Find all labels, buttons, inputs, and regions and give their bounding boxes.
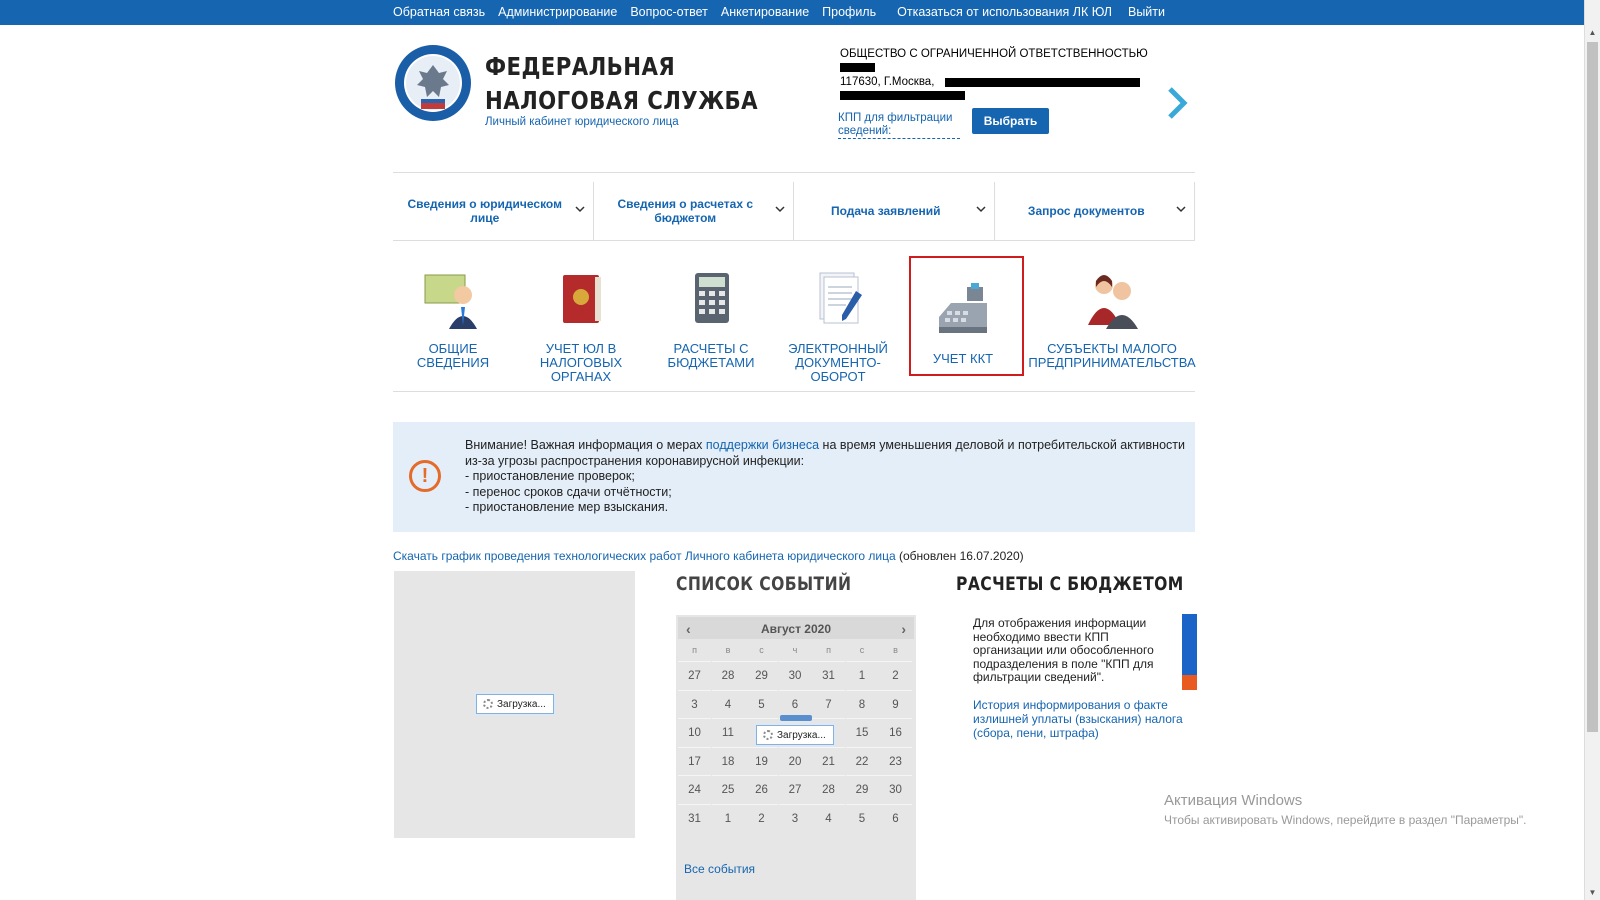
top-link-survey[interactable]: Анкетирование (720, 5, 810, 19)
top-nav (393, 5, 876, 19)
scrollbar[interactable] (1584, 0, 1600, 900)
calendar-day[interactable]: 21 (812, 747, 845, 776)
menu-item-applications[interactable] (794, 182, 995, 240)
chevron-down-icon (775, 204, 785, 214)
org-address: 117630, Г.Москва, (840, 76, 935, 88)
icon-nav-label: УЧЕТ ЮЛ В НАЛОГОВЫХ ОРГАНАХ (539, 341, 623, 384)
chevron-left-icon[interactable]: ‹ (686, 621, 691, 637)
notice-text-part2: на время уменьшения деловой и потребительской активности из-за угрозы распространения коронавирусной инфекции: (465, 438, 1185, 468)
calendar-weekday: с (759, 645, 764, 655)
icon-nav-small-business[interactable] (1027, 255, 1197, 370)
chevron-right-icon[interactable] (1166, 86, 1188, 120)
calendar-day[interactable]: 24 (678, 775, 711, 804)
calendar-weekday: в (893, 645, 898, 655)
covid-notice (393, 422, 1195, 532)
budget-bar (1182, 614, 1197, 690)
scroll-down-icon[interactable]: ▼ (1588, 888, 1597, 897)
calendar-day[interactable]: 30 (879, 775, 912, 804)
icon-nav-edo[interactable] (783, 255, 893, 384)
menu-item-budget[interactable] (594, 182, 795, 240)
calendar-weekday: п (692, 645, 697, 655)
calendar-day[interactable]: 4 (712, 690, 745, 719)
calendar-weekday: ч (792, 645, 798, 655)
events-calendar (676, 615, 916, 900)
calendar-day[interactable]: 1 (712, 804, 745, 833)
loading-label: Загрузка... (497, 698, 546, 710)
menu-item-label: Сведения о юридическом лице (407, 197, 562, 225)
calendar-day[interactable]: 27 (779, 775, 812, 804)
scroll-thumb[interactable] (1587, 42, 1598, 732)
document-pen-icon (806, 267, 870, 331)
loading-indicator (756, 725, 834, 745)
redacted-block (945, 78, 1140, 87)
calendar-day[interactable]: 3 (678, 690, 711, 719)
calendar-day[interactable]: 5 (846, 804, 879, 833)
calendar-day[interactable]: 31 (812, 661, 845, 690)
budget-text: Для отображения информации необходимо ввести КПП организации или обособленного подразделения в поле "КПП для фильтрации сведений". (973, 616, 1154, 684)
calendar-day[interactable]: 30 (779, 661, 812, 690)
calendar-day[interactable]: 6 (879, 804, 912, 833)
calendar-day[interactable]: 19 (745, 747, 778, 776)
calendar-day[interactable]: 22 (846, 747, 879, 776)
download-schedule-link[interactable]: Скачать график проведения технологических работ Личного кабинета юридического лица (393, 549, 896, 563)
notice-text-part1: Внимание! Важная информация о мерах (465, 438, 706, 452)
calendar-day[interactable]: 18 (712, 747, 745, 776)
calendar-today-marker (780, 715, 812, 721)
redacted-block (840, 91, 965, 100)
spinner-icon (763, 730, 773, 740)
business-support-link[interactable]: поддержки бизнеса (705, 438, 820, 452)
redacted-block (840, 63, 875, 72)
overpayment-history-link[interactable]: История информирования о факте излишней уплаты (взыскания) налога (сбора, пени, штрафа) (973, 698, 1183, 740)
notice-bullet: - приостановление проверок; (465, 469, 635, 483)
top-link-refuse[interactable]: Отказаться от использования ЛК ЮЛ (897, 5, 1112, 19)
calendar-day[interactable]: 17 (678, 747, 711, 776)
top-right-nav (897, 5, 1165, 19)
all-events-link[interactable]: Все события (684, 862, 756, 876)
person-board-icon (421, 267, 485, 331)
top-link-faq[interactable]: Вопрос-ответ (630, 5, 708, 19)
scroll-up-icon[interactable]: ▲ (1588, 28, 1597, 37)
notice-bullet: - перенос сроков сдачи отчётности; (465, 484, 672, 499)
windows-activation-title: Активация Windows (1164, 792, 1303, 809)
divider (393, 172, 1195, 173)
calendar-header (678, 617, 914, 639)
fns-emblem-icon[interactable] (393, 43, 473, 123)
calendar-day[interactable]: 28 (812, 775, 845, 804)
calendar-day[interactable]: 8 (846, 690, 879, 719)
left-panel (394, 571, 635, 838)
calendar-weekday: п (826, 645, 831, 655)
kpp-filter-link[interactable]: КПП для фильтрации сведений: (838, 112, 960, 139)
icon-nav-label: ЭЛЕКТРОННЫЙ ДОКУМЕНТО-ОБОРОТ (788, 341, 888, 384)
calendar-day[interactable]: 5 (745, 690, 778, 719)
icon-nav-general[interactable] (403, 255, 503, 370)
menu-item-legal-entity[interactable] (393, 182, 594, 240)
notice-text (465, 438, 1185, 516)
icon-nav-label: РАСЧЕТЫ С БЮДЖЕТАМИ (667, 341, 755, 370)
calendar-day[interactable]: 11 (712, 718, 745, 747)
windows-activation-text: Чтобы активировать Windows, перейдите в раздел "Параметры". (1164, 813, 1527, 827)
calendar-day[interactable]: 26 (745, 775, 778, 804)
chevron-down-icon (1176, 204, 1186, 214)
calendar-day[interactable]: 20 (779, 747, 812, 776)
chevron-down-icon (575, 204, 585, 214)
highlight-frame (909, 256, 1024, 376)
brand-title-line1: ФЕДЕРАЛЬНАЯ (485, 52, 676, 81)
loading-label: Загрузка... (777, 729, 826, 741)
calendar-day[interactable]: 4 (812, 804, 845, 833)
divider (393, 391, 1195, 392)
top-link-logout[interactable]: Выйти (1127, 5, 1165, 19)
chevron-right-icon[interactable]: › (901, 621, 906, 637)
calendar-day[interactable]: 6 (779, 690, 812, 719)
people-icon (1080, 267, 1144, 331)
main-menu (393, 182, 1195, 240)
calendar-day[interactable]: 27 (678, 661, 711, 690)
select-button[interactable]: Выбрать (972, 108, 1049, 134)
download-updated: (обновлен 16.07.2020) (895, 549, 1024, 563)
menu-item-label: Запрос документов (1027, 204, 1145, 218)
brand-subtitle[interactable]: Личный кабинет юридического лица (485, 116, 679, 128)
calendar-weekday: с (859, 645, 865, 655)
menu-item-documents[interactable] (995, 182, 1196, 240)
budget-title: РАСЧЕТЫ С БЮДЖЕТОМ (956, 573, 1184, 595)
icon-nav (393, 255, 1195, 387)
icon-nav-label: УЧЕТ ККТ (932, 351, 994, 366)
menu-item-label: Подача заявлений (830, 204, 941, 218)
calendar-weekday: в (725, 645, 731, 655)
download-schedule (393, 549, 1024, 563)
calendar-day[interactable]: 16 (879, 718, 912, 747)
top-link-feedback[interactable]: Обратная связь (393, 5, 486, 19)
calendar-day[interactable]: 2 (879, 661, 912, 690)
calendar-month: Август 2020 (761, 622, 831, 636)
loading-indicator (476, 694, 554, 714)
menu-item-label: Сведения о расчетах с бюджетом (617, 197, 754, 225)
calendar-day[interactable]: 10 (678, 718, 711, 747)
spinner-icon (483, 699, 493, 709)
calendar-day[interactable]: 23 (879, 747, 912, 776)
calendar-day[interactable]: 29 (745, 661, 778, 690)
top-link-profile[interactable]: Профиль (822, 5, 877, 19)
icon-nav-budget[interactable] (657, 255, 765, 370)
warning-icon: ! (409, 460, 441, 492)
calendar-day[interactable]: 1 (846, 661, 879, 690)
calendar-day[interactable]: 7 (812, 690, 845, 719)
folder-emblem-icon (549, 267, 613, 331)
calendar-day[interactable]: 25 (712, 775, 745, 804)
org-name: ОБЩЕСТВО С ОГРАНИЧЕННОЙ ОТВЕТСТВЕННОСТЬЮ (840, 48, 1148, 60)
brand-title-line2: НАЛОГОВАЯ СЛУЖБА (485, 86, 759, 115)
chevron-down-icon (976, 204, 986, 214)
top-bar (0, 0, 1585, 25)
calendar-day[interactable]: 9 (879, 690, 912, 719)
calendar-day[interactable]: 15 (846, 718, 879, 747)
events-title: СПИСОК СОБЫТИЙ (676, 573, 852, 595)
calendar-day[interactable]: 28 (712, 661, 745, 690)
icon-nav-label: ОБЩИЕ СВЕДЕНИЯ (416, 341, 490, 370)
calendar-day[interactable]: 2 (745, 804, 778, 833)
notice-bullet: - приостановление мер взыскания. (465, 500, 669, 514)
icon-nav-tax-registration[interactable] (531, 255, 631, 384)
icon-nav-label: СУБЪЕКТЫ МАЛОГО ПРЕДПРИНИМАТЕЛЬСТВА (1028, 341, 1196, 370)
calendar-day[interactable]: 3 (779, 804, 812, 833)
top-link-admin[interactable]: Администрирование (498, 5, 618, 19)
divider (393, 240, 1195, 241)
calendar-day[interactable]: 29 (846, 775, 879, 804)
calendar-day[interactable]: 31 (678, 804, 711, 833)
calculator-icon (679, 267, 743, 331)
